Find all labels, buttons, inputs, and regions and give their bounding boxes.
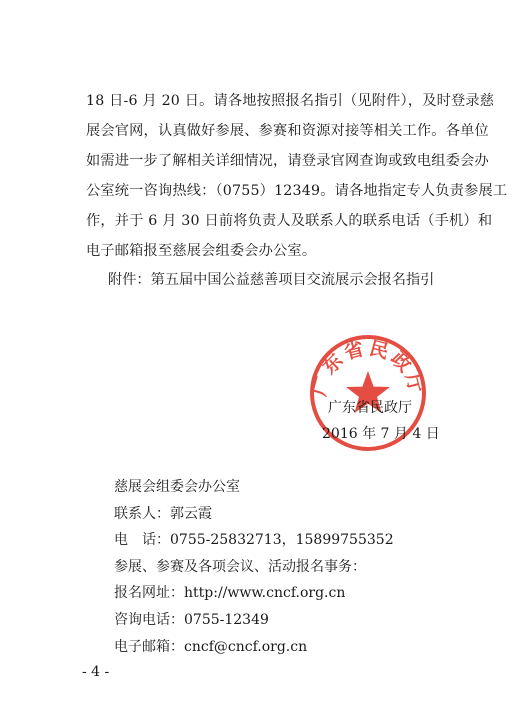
body-line-2: 展会官网，认真做好参展、参赛和资源对接等相关工作。各单位 [86,123,489,139]
issuer-name: 广东省民政厅 [328,400,412,416]
body-line-3: 如需进一步了解相关详细情况，请登录官网查询或致电组委会办 [86,153,489,169]
contact-phone: 电 话：0755-25832713，15899755352 [114,532,394,549]
body-line-1: 18 日-6 月 20 日。请各地按照报名指引（见附件），及时登录慈 [86,93,495,109]
contact-hotline: 咨询电话：0755-12349 [114,611,269,628]
issue-date: 2016 年 7 月 4 日 [322,426,440,442]
body-paragraph [86,86,508,266]
body-line-5: 作，并于 6 月 30 日前将负责人及联系人的联系电话（手机）和 [86,213,493,229]
contact-email: 电子邮箱：cncf@cncf.org.cn [114,638,308,655]
contact-office: 慈展会组委会办公室 [114,479,240,495]
contact-registration-note: 参展、参赛及各项会议、活动报名事务： [114,558,366,575]
contact-block [114,474,394,660]
page-number: - 4 - [82,664,110,680]
svg-text:广东省民政厅: 广东省民政厅 [308,337,428,399]
contact-person: 联系人：郭云霞 [114,505,212,522]
contact-website: 报名网址：http://www.cncf.org.cn [114,585,346,602]
attachment-line: 附件：第五届中国公益慈善项目交流展示会报名指引 [108,272,435,288]
body-line-4: 公室统一咨询热线：（0755）12349。请各地指定专人负责参展工 [86,183,508,199]
body-line-6: 电子邮箱报至慈展会组委会办公室。 [86,243,317,259]
